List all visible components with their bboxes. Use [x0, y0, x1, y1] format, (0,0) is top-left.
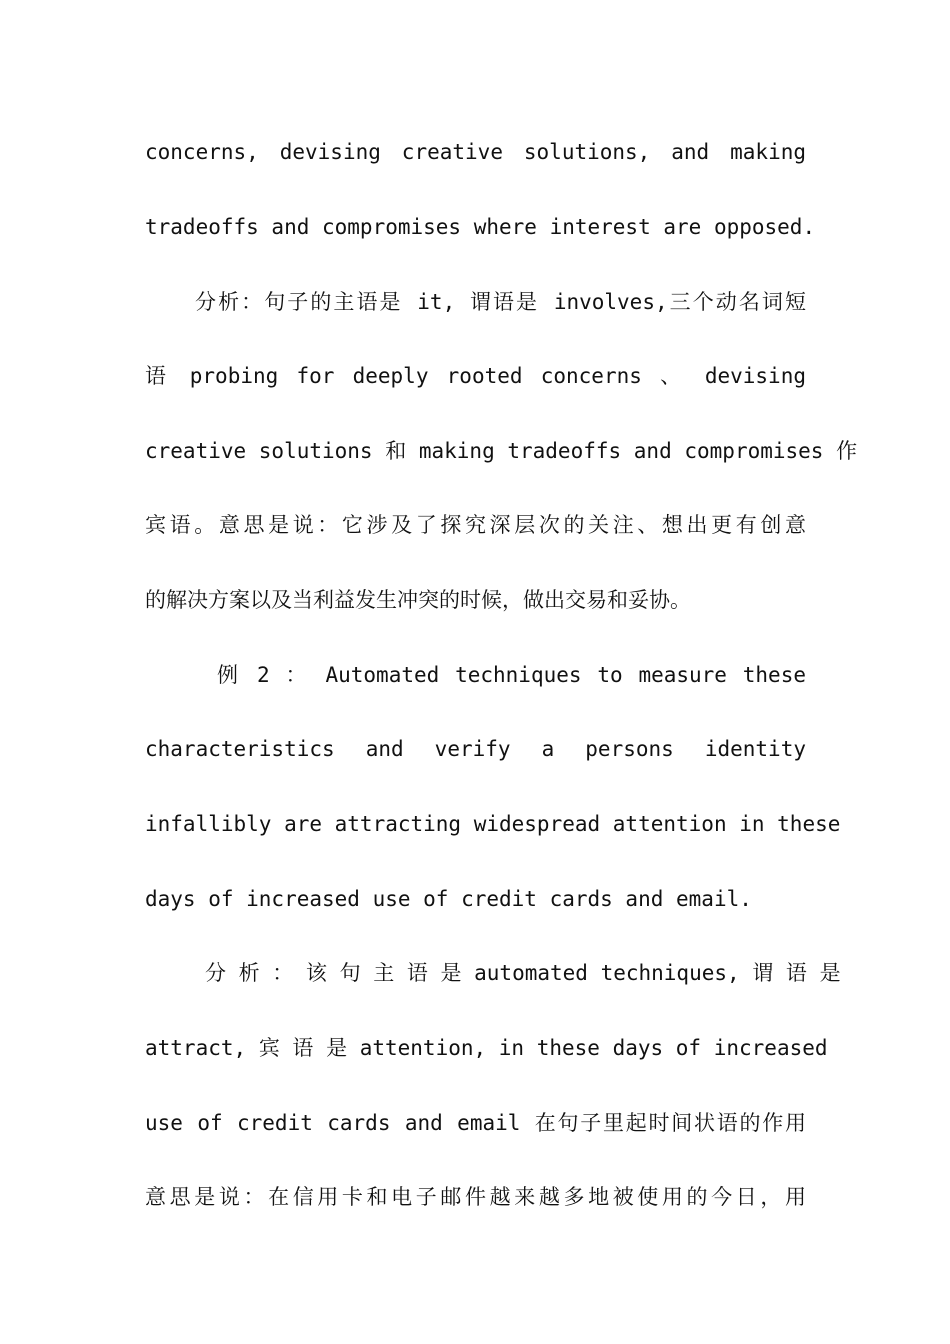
analysis-1-line-3: creative solutions 和 making tradeoffs and compromises 作: [145, 439, 858, 463]
analysis-2-line-1: 分 析 ： 该 句 主 语 是 automated techniques, 谓 语 是: [205, 961, 841, 985]
text-line-1: concerns, devising creative solutions, and making: [145, 140, 806, 164]
analysis-1-line-1: 分析：句子的主语是 it, 谓语是 involves,三个动名词短: [195, 290, 806, 314]
example-2-line-3: infallibly are attracting widespread attention in these: [145, 812, 841, 836]
analysis-1-line-4: 宾语。意思是说：它涉及了探究深层次的关注、想出更有创意: [145, 513, 806, 537]
example-2-line-1: 例 2 ： Automated techniques to measure these: [217, 663, 806, 687]
analysis-1-line-2: 语 probing for deeply rooted concerns 、 devising: [145, 364, 806, 388]
analysis-2-line-2: attract, 宾 语 是 attention, in these days of increased: [145, 1036, 828, 1060]
example-2-line-2: characteristics and verify a persons identity: [145, 737, 806, 761]
text-line-2: tradeoffs and compromises where interest are opposed.: [145, 215, 816, 239]
analysis-2-line-3: use of credit cards and email 在句子里起时间状语的作用: [145, 1111, 806, 1135]
example-2-line-4: days of increased use of credit cards and email.: [145, 887, 752, 911]
analysis-1-line-5: 的解决方案以及当利益发生冲突的时候，做出交易和妥协。: [145, 588, 691, 612]
analysis-2-line-4: 意思是说：在信用卡和电子邮件越来越多地被使用的今日，用: [145, 1185, 806, 1209]
